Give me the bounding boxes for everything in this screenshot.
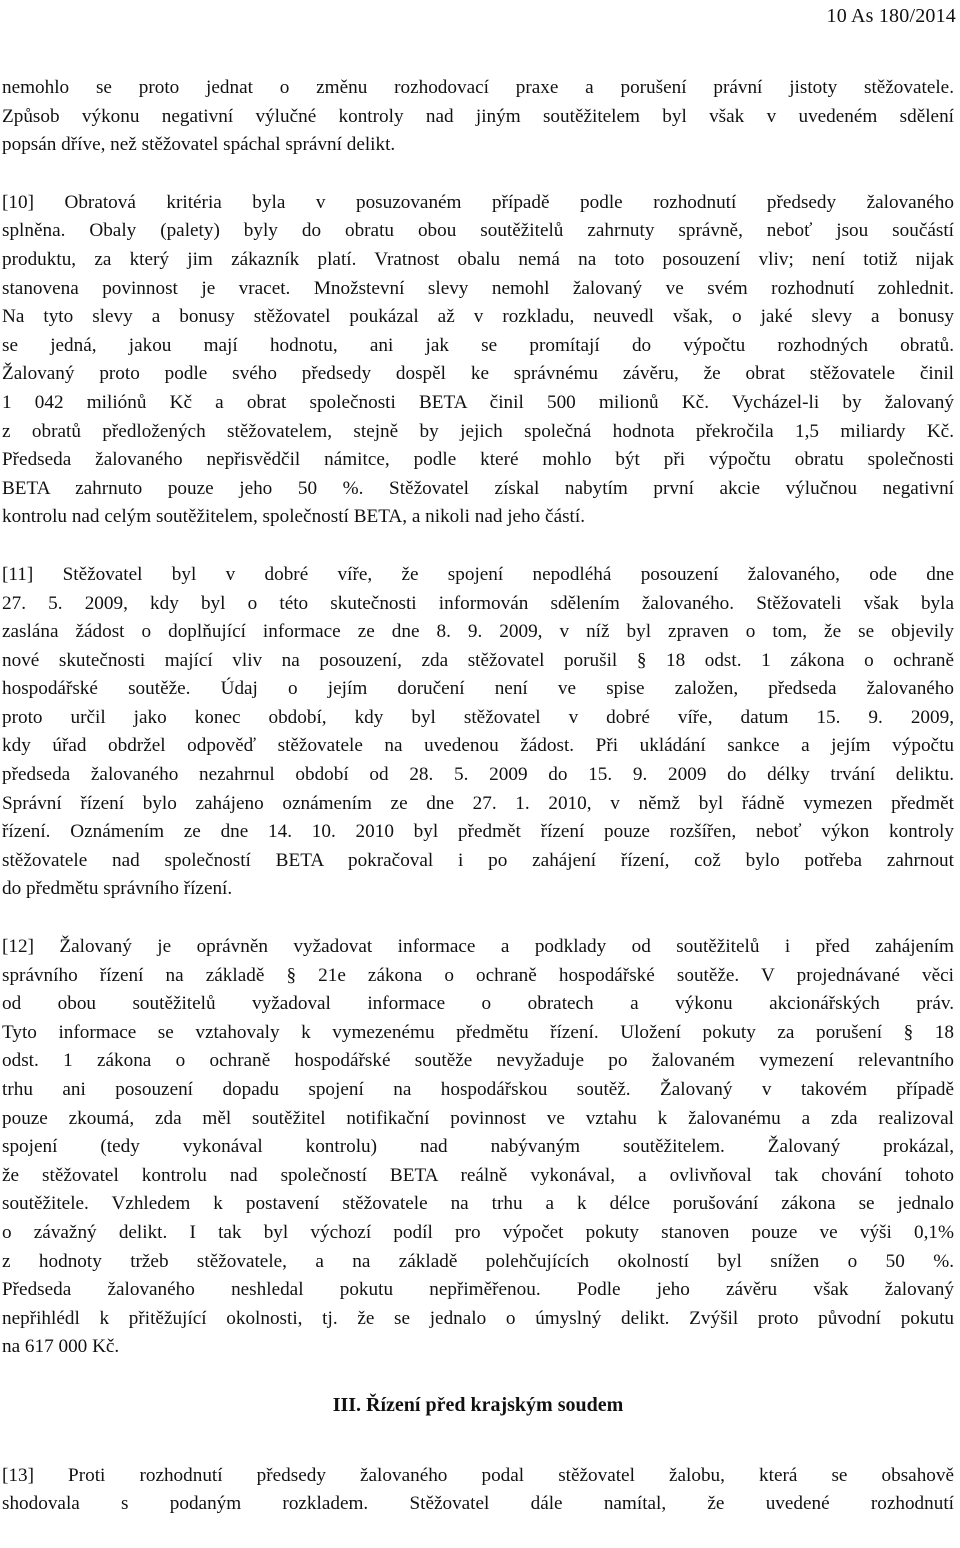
paragraph-12 bbox=[2, 933, 954, 1362]
text-line: produktu, za který jim zákazník platí. Vratnost obalu nemá na toto posouzení vliv; není totiž nijak bbox=[2, 248, 954, 270]
text-line: zaslána žádost o doplňující informace ze dne 8. 9. 2009, v níž byl zpraven o tom, že se objevily bbox=[2, 621, 954, 643]
paragraph-continuation bbox=[2, 74, 954, 160]
text-line: stěžovatele nad společností BETA pokračoval i po zahájení řízení, což bylo potřeba zahrnout bbox=[2, 849, 954, 871]
text-line: popsán dříve, než stěžovatel spáchal správní delikt. bbox=[2, 134, 396, 156]
text-line: odst. 1 zákona o ochraně hospodářské soutěže nevyžaduje po žalovaném vymezení relevantního bbox=[2, 1050, 954, 1072]
text-line: [11] Stěžovatel byl v dobré víře, že spojení nepodléhá posouzení žalovaného, ode dne bbox=[2, 563, 954, 585]
case-number-header: 10 As 180/2014 bbox=[826, 5, 956, 27]
text-line: pouze zkoumá, zda měl soutěžitel notifikační povinnost ve vztahu k žalovanému a zda realizoval bbox=[2, 1107, 954, 1129]
text-line: nové skutečnosti mající vliv na posouzení, zda stěžovatel porušil § 18 odst. 1 zákona o ochraně bbox=[2, 649, 954, 671]
text-line: z hodnoty tržeb stěžovatele, a na základě polehčujících okolností byl snížen o 50 %. bbox=[2, 1250, 954, 1272]
text-line: na 617 000 Kč. bbox=[2, 1336, 120, 1358]
text-line: Předseda žalovaného neshledal pokutu nepřiměřenou. Podle jeho závěru však žalovaný bbox=[2, 1279, 954, 1301]
text-line: 1 042 miliónů Kč a obrat společnosti BETA činil 500 milionů Kč. Vycházel-li by žalovaný bbox=[2, 391, 954, 413]
paragraph-13 bbox=[2, 1462, 954, 1519]
text-line: BETA zahrnuto pouze jeho 50 %. Stěžovatel získal nabytím první akcie výlučnou negativní bbox=[2, 477, 954, 499]
text-line: spojení (tedy vykonával kontrolu) nad nabývaným soutěžitelem. Žalovaný prokázal, bbox=[2, 1136, 954, 1158]
text-line: Žalovaný proto podle svého předsedy dospěl ke správnému závěru, že obrat stěžovatele činil bbox=[2, 363, 954, 385]
text-line: od obou soutěžitelů vyžadoval informace o obratech a výkonu akcionářských práv. bbox=[2, 993, 954, 1015]
text-line: Správní řízení bylo zahájeno oznámením ze dne 27. 1. 2010, v němž byl řádně vymezen předmět bbox=[2, 792, 954, 814]
text-line: Tyto informace se vztahovaly k vymezenému předmětu řízení. Uložení pokuty za porušení § 18 bbox=[2, 1021, 954, 1043]
text-line: Způsob výkonu negativní výlučné kontroly nad jiným soutěžitelem byl však v uvedeném sdělení bbox=[2, 105, 954, 127]
text-line: [12] Žalovaný je oprávněn vyžadovat informace a podklady od soutěžitelů i před zahájením bbox=[2, 936, 954, 958]
text-line: Předseda žalovaného nepřisvědčil námitce, podle které mohlo být při výpočtu obratu společnosti bbox=[2, 449, 954, 471]
text-line: kdy úřad obdržel odpověď stěžovatele na uvedenou žádost. Při ukládání sankce a jejím výpočtu bbox=[2, 735, 954, 757]
text-line: trhu ani posouzení dopadu spojení na hospodářskou soutěž. Žalovaný v takovém případě bbox=[2, 1079, 954, 1100]
text-line: kontrolu nad celým soutěžitelem, společností BETA, a nikoli nad jeho částí. bbox=[2, 506, 586, 528]
text-line: proto určil jako konec období, kdy byl stěžovatel v dobré víře, datum 15. 9. 2009, bbox=[2, 706, 954, 728]
text-line: správního řízení na základě § 21e zákona o ochraně hospodářské soutěže. V projednávané věci bbox=[2, 964, 954, 986]
paragraph-11 bbox=[2, 561, 954, 904]
text-line: Na tyto slevy a bonusy stěžovatel poukázal až v rozkladu, neuvedl však, o jaké slevy a bonusy bbox=[2, 306, 954, 328]
text-line: [13] Proti rozhodnutí předsedy žalovaného podal stěžovatel žalobu, která se obsahově bbox=[2, 1464, 954, 1486]
text-line: do předmětu správního řízení. bbox=[2, 878, 233, 900]
text-line: z obratů předložených stěžovatelem, stejně by jejich společná hodnota překročila 1,5 miliardy Kč. bbox=[2, 420, 954, 442]
document-body bbox=[2, 74, 954, 1548]
text-line: [10] Obratová kritéria byla v posuzovaném případě podle rozhodnutí předsedy žalovaného bbox=[2, 191, 954, 213]
text-line: že stěžovatel kontrolu nad společností BETA reálně vykonával, a ovlivňoval tak chování tohoto bbox=[2, 1164, 954, 1186]
text-line: 27. 5. 2009, kdy byl o této skutečnosti informován sdělením žalovaného. Stěžovateli však byla bbox=[2, 592, 954, 614]
text-line: se jedná, jakou mají hodnotu, ani jak se promítají do výpočtu rozhodných obratů. bbox=[2, 334, 954, 356]
text-line: nepřihlédl k přitěžující okolnosti, tj. že se jednalo o úmyslný delikt. Zvýšil proto původní pokutu bbox=[2, 1307, 954, 1329]
text-line: předseda žalovaného nezahrnul období od 28. 5. 2009 do 15. 9. 2009 do délky trvání deliktu. bbox=[2, 764, 954, 786]
text-line: splněna. Obaly (palety) byly do obratu obou soutěžitelů zahrnuty správně, neboť jsou součástí bbox=[2, 220, 954, 242]
section-heading: III. Řízení před krajským soudem bbox=[332, 1393, 624, 1416]
text-line: o závažný delikt. I tak byl výchozí podíl pro výpočet pokuty stanoven pouze ve výši 0,1% bbox=[2, 1221, 954, 1243]
text-line: nemohlo se proto jednat o změnu rozhodovací praxe a porušení právní jistoty stěžovatele. bbox=[2, 77, 954, 98]
text-line: hospodářské soutěže. Údaj o jejím doručení není ve spise založen, předseda žalovaného bbox=[2, 678, 954, 700]
paragraph-10 bbox=[2, 189, 954, 532]
text-line: soutěžitele. Vzhledem k postavení stěžovatele na trhu a k délce porušování zákona se jednalo bbox=[2, 1193, 954, 1215]
text-line: řízení. Oznámením ze dne 14. 10. 2010 byl předmět řízení pouze rozšířen, neboť výkon kontroly bbox=[2, 821, 954, 843]
text-line: stanovena povinnost je vracet. Množstevní slevy nemohl žalovaný ve svém rozhodnutí zohlednit. bbox=[2, 277, 954, 299]
text-line: shodovala s podaným rozkladem. Stěžovatel dále namítal, že uvedené rozhodnutí bbox=[2, 1493, 954, 1515]
